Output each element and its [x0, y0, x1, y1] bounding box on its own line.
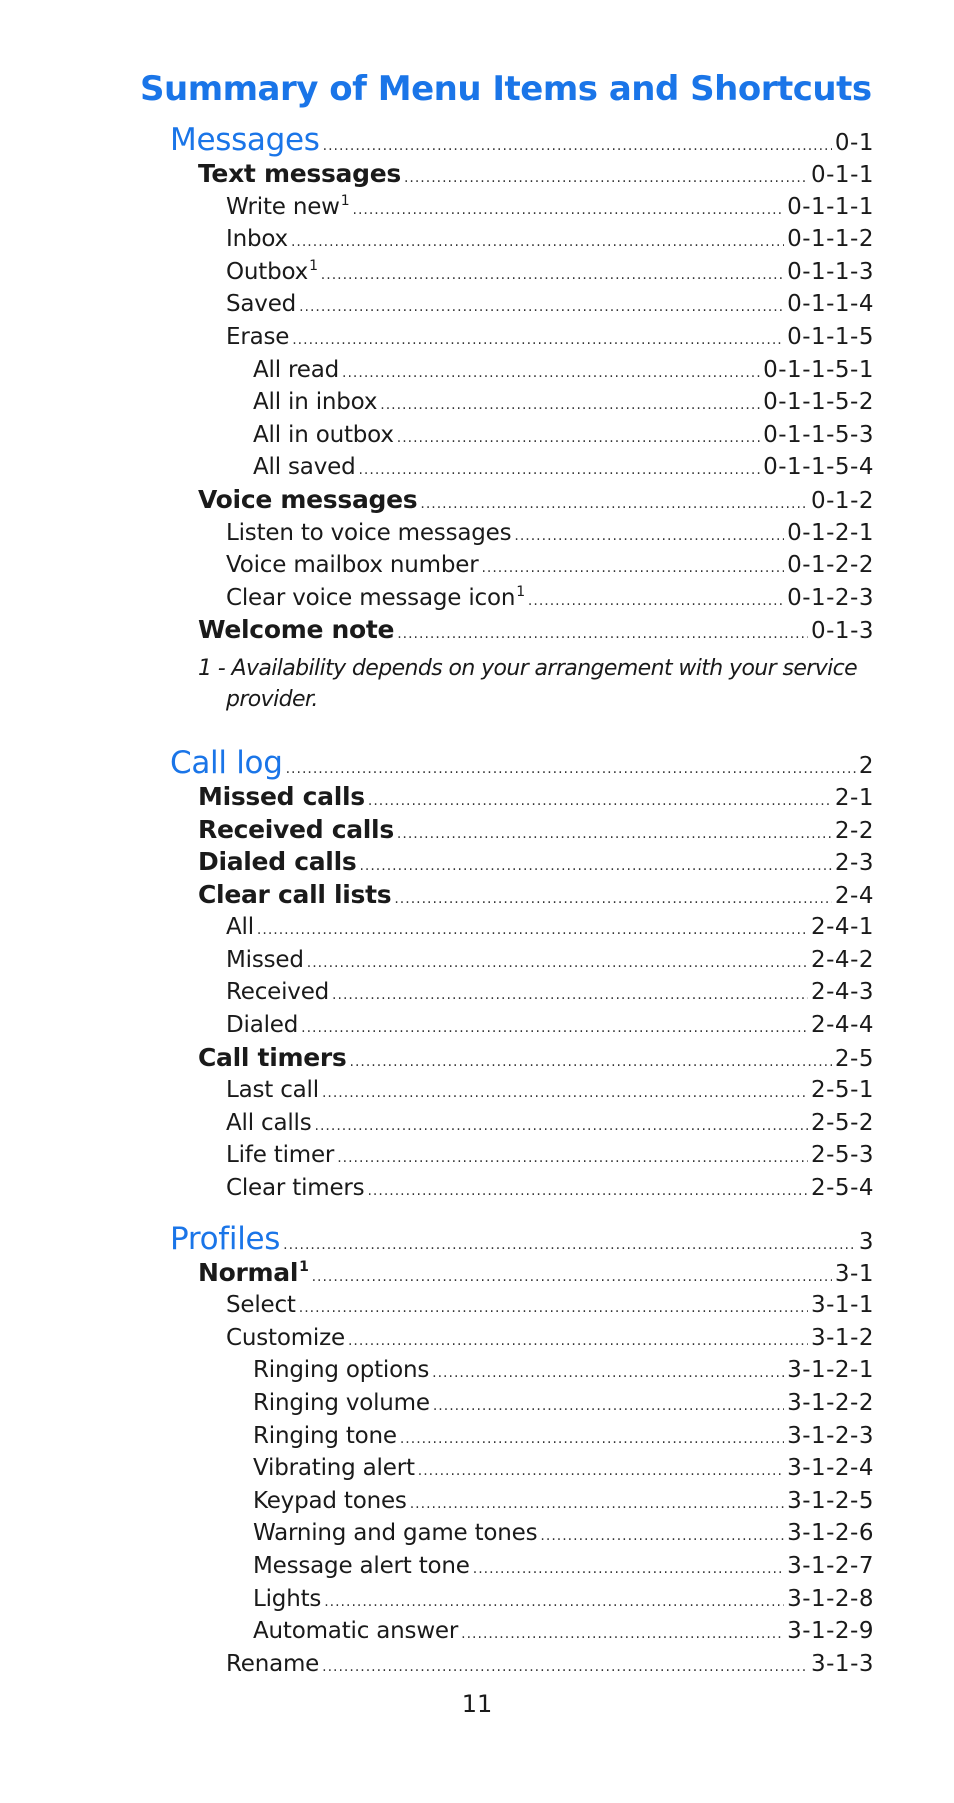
- dot-leader: [321, 259, 784, 292]
- menu-shortcut-code: 3-1-2-3: [787, 1422, 874, 1449]
- menu-item-label: [140, 879, 391, 912]
- menu-item-row: [140, 1257, 874, 1290]
- menu-item-row: [140, 1648, 874, 1681]
- menu-section: [140, 122, 874, 715]
- menu-item-text: Dialed calls: [198, 847, 357, 877]
- menu-item-label: [140, 1009, 298, 1042]
- menu-item-label: [140, 223, 288, 256]
- menu-item-text: Missed: [226, 946, 304, 973]
- menu-item-label: [140, 191, 350, 224]
- menu-item-text: Write new: [226, 193, 340, 220]
- menu-shortcut-code: 3-1-2-9: [787, 1618, 874, 1645]
- footnote-marker: 1: [299, 1259, 309, 1276]
- menu-item-label: [140, 745, 283, 781]
- menu-shortcut-code: 0-1-3: [811, 618, 874, 645]
- dot-leader: [299, 291, 784, 324]
- dot-leader: [292, 324, 784, 357]
- menu-item-row: [140, 223, 874, 256]
- menu-shortcut-code: 3-1-2-2: [787, 1390, 874, 1416]
- footnote-text: 1 - Availability depends on your arrangement with your service provider.: [198, 655, 858, 712]
- menu-item-text: Received: [226, 979, 330, 1006]
- menu-shortcut-code: 0-1-1-5-2: [763, 389, 874, 416]
- menu-summary-page: [140, 64, 874, 1680]
- menu-section: [140, 1221, 874, 1681]
- menu-shortcut-code: 2-4: [834, 882, 874, 909]
- menu-shortcut-code: 0-1-1-3: [787, 258, 874, 285]
- dot-leader: [397, 422, 760, 455]
- menu-item-row: [140, 1387, 874, 1420]
- menu-item-text: Rename: [226, 1650, 320, 1677]
- dot-leader: [400, 1423, 784, 1456]
- menu-item-row: [140, 256, 874, 289]
- menu-item-row: [140, 1550, 874, 1583]
- menu-item-text: Welcome note: [198, 615, 395, 645]
- dot-leader: [353, 194, 785, 227]
- menu-item-label: [140, 419, 394, 452]
- dot-leader: [337, 1142, 808, 1175]
- menu-item-row: [140, 781, 874, 814]
- menu-item-text: Received calls: [198, 814, 394, 844]
- menu-table-of-contents: [140, 122, 874, 1680]
- menu-item-row: [140, 1139, 874, 1172]
- menu-item-row: [140, 419, 874, 452]
- menu-item-label: [140, 354, 339, 387]
- menu-shortcut-code: 0-1-1: [811, 162, 874, 188]
- menu-item-row: [140, 451, 874, 484]
- dot-leader: [299, 1292, 808, 1325]
- menu-item-label: [140, 1485, 407, 1518]
- menu-item-row: [140, 1042, 874, 1075]
- menu-item-row: [140, 582, 874, 615]
- menu-shortcut-code: 0-1-1-4: [787, 291, 874, 318]
- menu-item-label: [140, 549, 478, 582]
- menu-shortcut-code: 2-3: [834, 850, 874, 877]
- menu-shortcut-code: 3-1-1: [811, 1292, 874, 1319]
- menu-item-row: [140, 879, 874, 912]
- menu-item-row: [140, 354, 874, 387]
- menu-item-label: [140, 1420, 397, 1453]
- menu-item-label: [140, 1354, 429, 1387]
- menu-item-label: [140, 1074, 319, 1107]
- menu-heading-row: [140, 122, 874, 158]
- menu-shortcut-code: 3-1-2-4: [787, 1455, 874, 1482]
- menu-shortcut-code: 2-4-4: [811, 1012, 874, 1039]
- menu-item-label: [140, 1583, 321, 1616]
- menu-item-row: [140, 1517, 874, 1550]
- menu-item-label: [140, 1221, 280, 1257]
- menu-item-text: Last call: [226, 1077, 319, 1104]
- menu-shortcut-code: 2-5-1: [811, 1077, 874, 1104]
- menu-item-row: [140, 911, 874, 944]
- menu-item-label: [140, 1322, 345, 1355]
- menu-item-label: [140, 814, 394, 847]
- menu-shortcut-code: 2-4-2: [811, 946, 874, 973]
- menu-item-label: [140, 386, 377, 419]
- menu-item-text: Call log: [170, 744, 283, 781]
- menu-item-label: [140, 1172, 364, 1205]
- menu-shortcut-code: 2: [858, 752, 874, 779]
- menu-item-text: Clear voice message icon: [226, 584, 516, 611]
- menu-item-row: [140, 1074, 874, 1107]
- menu-shortcut-code: 3-1-2-8: [787, 1585, 874, 1612]
- menu-item-label: [140, 944, 304, 977]
- menu-item-label: [140, 158, 401, 191]
- menu-item-label: [140, 911, 254, 944]
- menu-item-text: Profiles: [170, 1220, 281, 1257]
- footnote: [140, 653, 874, 715]
- menu-shortcut-code: 0-1-1-5: [787, 323, 874, 350]
- menu-item-row: [140, 1172, 874, 1205]
- menu-item-text: Vibrating alert: [253, 1455, 415, 1482]
- menu-shortcut-code: 3-1: [834, 1260, 874, 1287]
- menu-item-text: All: [226, 914, 254, 941]
- menu-shortcut-code: 3-1-2-5: [787, 1487, 874, 1514]
- dot-leader: [332, 979, 808, 1012]
- footnote-marker: 1: [516, 584, 525, 601]
- dot-leader: [350, 1046, 832, 1079]
- page-title: Summary of Menu Items and Shortcuts: [140, 69, 872, 109]
- menu-item-label: [140, 781, 365, 814]
- menu-shortcut-code: 2-4-3: [811, 979, 874, 1006]
- menu-item-label: [140, 1615, 458, 1648]
- dot-leader: [324, 1586, 784, 1619]
- menu-item-text: Erase: [226, 323, 290, 350]
- menu-item-text: Call timers: [198, 1042, 347, 1072]
- menu-shortcut-code: 0-1-2-3: [787, 584, 874, 611]
- menu-item-text: Clear call lists: [198, 879, 392, 909]
- dot-leader: [283, 1227, 856, 1263]
- menu-item-label: [140, 288, 296, 321]
- menu-item-row: [140, 484, 874, 517]
- menu-item-text: Select: [226, 1292, 296, 1319]
- menu-shortcut-code: 2-4-1: [811, 914, 874, 941]
- menu-item-text: Inbox: [226, 226, 288, 253]
- menu-item-label: [140, 1139, 334, 1172]
- footnote-marker: 1: [340, 192, 350, 209]
- menu-item-text: Voice mailbox number: [226, 552, 479, 579]
- dot-leader: [342, 357, 760, 390]
- footnote-marker: 1: [309, 258, 318, 275]
- menu-item-label: [140, 321, 289, 354]
- dot-leader: [528, 585, 784, 618]
- menu-item-row: [140, 814, 874, 847]
- menu-item-text: Warning and game tones: [253, 1520, 538, 1547]
- menu-shortcut-code: 0-1-1-1: [787, 193, 874, 220]
- menu-shortcut-code: 0-1-1-5-3: [763, 421, 874, 448]
- menu-item-row: [140, 1452, 874, 1485]
- menu-item-row: [140, 1420, 874, 1453]
- dot-leader: [397, 818, 832, 851]
- menu-item-label: [140, 1257, 309, 1290]
- menu-item-text: Voice messages: [198, 484, 418, 514]
- menu-item-text: Missed calls: [198, 781, 365, 811]
- menu-item-row: [140, 1289, 874, 1322]
- dot-leader: [404, 162, 808, 195]
- menu-item-text: Ringing options: [253, 1357, 430, 1384]
- dot-leader: [410, 1488, 784, 1521]
- dot-leader: [359, 850, 831, 883]
- menu-item-row: [140, 288, 874, 321]
- menu-heading-row: [140, 745, 874, 781]
- menu-item-label: [140, 1648, 319, 1681]
- menu-item-row: [140, 1615, 874, 1648]
- menu-item-text: All read: [253, 356, 340, 383]
- menu-item-text: Outbox: [226, 258, 309, 285]
- menu-item-label: [140, 1107, 312, 1140]
- dot-leader: [540, 1520, 784, 1553]
- menu-shortcut-code: 0-1-2: [811, 487, 874, 514]
- dot-leader: [257, 914, 808, 947]
- dot-leader: [307, 947, 808, 980]
- menu-shortcut-code: 0-1-1-2: [787, 226, 874, 253]
- menu-shortcut-code: 2-5-3: [811, 1142, 874, 1169]
- dot-leader: [315, 1110, 808, 1143]
- menu-shortcut-code: 2-5: [834, 1045, 874, 1072]
- dot-leader: [433, 1390, 784, 1423]
- section-spacer: [140, 729, 874, 743]
- menu-shortcut-code: 0-1-1-5-1: [763, 356, 874, 383]
- menu-item-label: [140, 1042, 347, 1075]
- menu-item-row: [140, 1583, 874, 1616]
- menu-item-row: [140, 549, 874, 582]
- dot-leader: [322, 1077, 808, 1110]
- menu-item-label: [140, 1550, 470, 1583]
- menu-shortcut-code: 3-1-2-6: [787, 1520, 874, 1547]
- menu-item-row: [140, 976, 874, 1009]
- menu-item-label: [140, 614, 394, 647]
- menu-item-text: All in inbox: [253, 389, 378, 416]
- menu-item-label: [140, 582, 525, 615]
- menu-item-label: [140, 256, 318, 289]
- dot-leader: [348, 1325, 808, 1358]
- menu-item-label: [140, 451, 355, 484]
- dot-leader: [461, 1618, 784, 1651]
- menu-item-label: [140, 1289, 296, 1322]
- menu-shortcut-code: 2-1: [834, 784, 874, 811]
- dot-leader: [301, 1012, 808, 1045]
- dot-leader: [473, 1553, 784, 1586]
- dot-leader: [514, 520, 784, 553]
- menu-item-row: [140, 321, 874, 354]
- menu-item-row: [140, 386, 874, 419]
- menu-item-label: [140, 1517, 537, 1550]
- menu-item-label: [140, 517, 511, 550]
- page-number: 11: [461, 1690, 493, 1718]
- menu-item-label: [140, 1452, 415, 1485]
- dot-leader: [358, 454, 760, 487]
- menu-item-text: Ringing tone: [253, 1422, 397, 1449]
- menu-item-row: [140, 1107, 874, 1140]
- menu-item-label: [140, 976, 329, 1009]
- dot-leader: [322, 1651, 808, 1684]
- dot-leader: [367, 1175, 808, 1208]
- dot-leader: [418, 1455, 784, 1488]
- menu-item-row: [140, 517, 874, 550]
- menu-item-row: [140, 158, 874, 191]
- menu-shortcut-code: 3-1-2: [811, 1324, 874, 1351]
- dot-leader: [397, 618, 808, 651]
- menu-section: [140, 745, 874, 1205]
- menu-item-text: Message alert tone: [253, 1552, 470, 1579]
- menu-item-text: Keypad tones: [253, 1487, 407, 1514]
- menu-heading-row: [140, 1221, 874, 1257]
- menu-shortcut-code: 2-5-2: [811, 1109, 874, 1136]
- menu-item-row: [140, 1322, 874, 1355]
- menu-shortcut-code: 3: [858, 1228, 874, 1255]
- menu-item-label: [140, 484, 417, 517]
- menu-item-text: Normal: [198, 1257, 299, 1287]
- menu-shortcut-code: 0-1-2-2: [787, 552, 874, 579]
- menu-item-text: Customize: [226, 1324, 345, 1351]
- menu-item-text: Ringing volume: [253, 1390, 430, 1416]
- dot-leader: [380, 389, 760, 422]
- menu-item-label: [140, 1387, 430, 1420]
- menu-item-text: Automatic answer: [253, 1618, 459, 1645]
- menu-item-label: [140, 122, 320, 158]
- menu-item-text: Listen to voice messages: [226, 519, 512, 546]
- menu-shortcut-code: 3-1-3: [811, 1650, 874, 1677]
- menu-shortcut-code: 0-1-2-1: [787, 519, 874, 546]
- menu-shortcut-code: 3-1-2-1: [787, 1357, 874, 1384]
- menu-shortcut-code: 3-1-2-7: [787, 1552, 874, 1579]
- menu-item-row: [140, 614, 874, 647]
- menu-item-row: [140, 1485, 874, 1518]
- menu-item-text: Text messages: [198, 159, 401, 188]
- menu-item-text: All calls: [226, 1109, 312, 1136]
- menu-shortcut-code: 2-2: [834, 817, 874, 844]
- menu-item-label: [140, 846, 356, 879]
- menu-item-text: All in outbox: [253, 421, 394, 448]
- menu-item-text: Clear timers: [226, 1175, 365, 1202]
- dot-leader: [291, 226, 784, 259]
- dot-leader: [432, 1357, 784, 1390]
- menu-shortcut-code: 0-1: [834, 130, 874, 156]
- menu-item-text: All saved: [253, 454, 356, 481]
- menu-item-text: Life timer: [226, 1142, 335, 1169]
- menu-item-row: [140, 1009, 874, 1042]
- menu-item-text: Saved: [226, 291, 297, 318]
- dot-leader: [286, 751, 856, 787]
- menu-shortcut-code: 0-1-1-5-4: [763, 454, 874, 481]
- menu-item-text: Dialed: [226, 1012, 299, 1039]
- menu-item-text: Lights: [253, 1585, 322, 1612]
- dot-leader: [312, 1261, 832, 1294]
- dot-leader: [481, 552, 784, 585]
- menu-shortcut-code: 2-5-4: [811, 1175, 874, 1202]
- dot-leader: [394, 883, 832, 916]
- menu-item-row: [140, 191, 874, 224]
- menu-item-row: [140, 846, 874, 879]
- dot-leader: [368, 785, 832, 818]
- menu-item-row: [140, 1354, 874, 1387]
- menu-item-text: Messages: [170, 122, 320, 158]
- menu-item-row: [140, 944, 874, 977]
